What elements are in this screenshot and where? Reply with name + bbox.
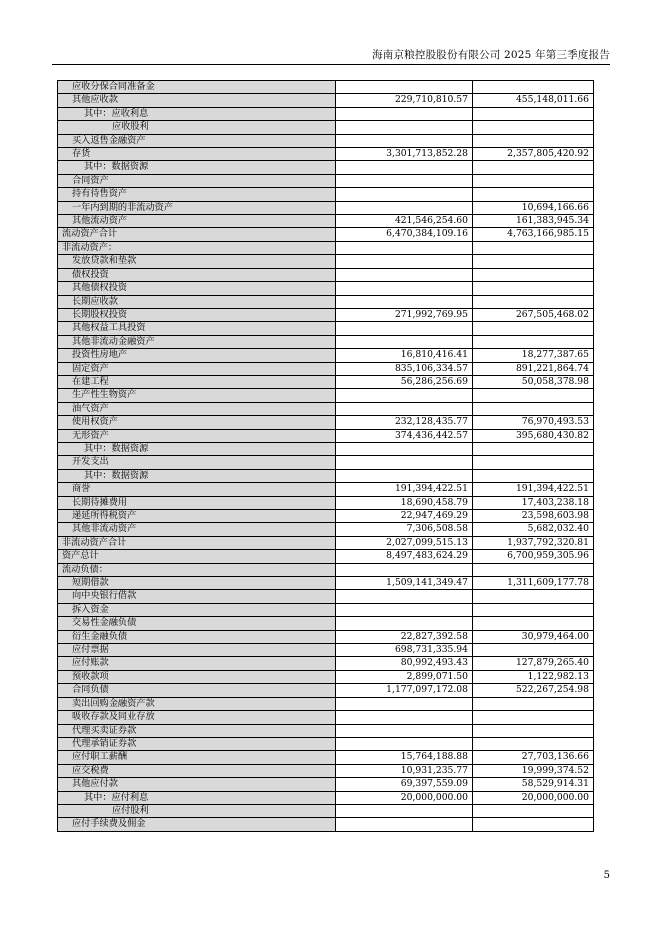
table-row [58,94,594,107]
table-row [58,536,594,549]
row-label: 非流动资产： [58,241,336,254]
table-row [58,469,594,482]
table-row [58,764,594,777]
row-label: 其他流动资产 [58,215,336,228]
row-label: 其中：数据资源 [58,442,336,455]
table-row [58,711,594,724]
prior-period-value: 191,394,422.51 [473,483,594,496]
row-label: 固定资产 [58,362,336,375]
current-period-value: 56,286,256.69 [336,375,473,388]
current-period-value: 80,992,493.43 [336,657,473,670]
table-row [58,510,594,523]
table-row [58,255,594,268]
table-row [58,630,594,643]
row-label: 持有待售资产 [58,188,336,201]
table-row [58,550,594,563]
current-period-value [336,188,473,201]
row-label: 油气资产 [58,402,336,415]
table-row [58,241,594,254]
prior-period-value [473,81,594,94]
current-period-value [336,121,473,134]
table-row [58,617,594,630]
prior-period-value: 1,311,609,177.78 [473,577,594,590]
row-label: 代理买卖证券款 [58,724,336,737]
row-label: 衍生金融负债 [58,630,336,643]
row-label: 应收股利 [58,121,336,134]
current-period-value [336,469,473,482]
page-number: 5 [603,870,610,881]
prior-period-value [473,563,594,576]
current-period-value: 421,546,254.60 [336,215,473,228]
current-period-value [336,617,473,630]
current-period-value [336,818,473,831]
prior-period-value [473,107,594,120]
table-row [58,201,594,214]
row-label: 其中：数据资源 [58,161,336,174]
prior-period-value [473,174,594,187]
row-label: 流动资产合计 [58,228,336,241]
prior-period-value: 6,700,959,305.96 [473,550,594,563]
table-row [58,818,594,831]
current-period-value: 69,397,559.09 [336,778,473,791]
row-label: 投资性房地产 [58,349,336,362]
table-row [58,188,594,201]
current-period-value [336,322,473,335]
prior-period-value [473,335,594,348]
prior-period-value: 10,694,166.66 [473,201,594,214]
table-row [58,804,594,817]
row-label: 生产性生物资产 [58,389,336,402]
table-row [58,81,594,94]
table-row [58,697,594,710]
row-label: 在建工程 [58,375,336,388]
current-period-value [336,603,473,616]
current-period-value [336,134,473,147]
row-label: 应付票据 [58,644,336,657]
table-row [58,161,594,174]
table-row [58,308,594,321]
prior-period-value: 58,529,914.31 [473,778,594,791]
table-row [58,442,594,455]
prior-period-value: 17,403,238.18 [473,496,594,509]
prior-period-value: 4,763,166,985.15 [473,228,594,241]
table-row [58,134,594,147]
row-label: 无形资产 [58,429,336,442]
prior-period-value [473,617,594,630]
prior-period-value: 20,000,000.00 [473,791,594,804]
prior-period-value [473,389,594,402]
row-label: 其他应收款 [58,94,336,107]
current-period-value: 10,931,235.77 [336,764,473,777]
prior-period-value: 5,682,032.40 [473,523,594,536]
row-label: 短期借款 [58,577,336,590]
prior-period-value [473,644,594,657]
current-period-value: 191,394,422.51 [336,483,473,496]
row-label: 应付股利 [58,804,336,817]
row-label: 长期应收款 [58,295,336,308]
table-row [58,791,594,804]
table-row [58,215,594,228]
row-label: 其中：应收利息 [58,107,336,120]
current-period-value: 15,764,188.88 [336,751,473,764]
table-row [58,362,594,375]
current-period-value [336,804,473,817]
table-row [58,375,594,388]
row-label: 其他应付款 [58,778,336,791]
table-row [58,483,594,496]
current-period-value: 22,827,392.58 [336,630,473,643]
prior-period-value: 127,879,265.40 [473,657,594,670]
current-period-value [336,268,473,281]
current-period-value: 698,731,335.94 [336,644,473,657]
current-period-value [336,590,473,603]
current-period-value: 2,027,099,515.13 [336,536,473,549]
table-row [58,684,594,697]
row-label: 一年内到期的非流动资产 [58,201,336,214]
prior-period-value: 161,383,945.34 [473,215,594,228]
row-label: 应付职工薪酬 [58,751,336,764]
current-period-value [336,724,473,737]
table-row [58,577,594,590]
table-row [58,349,594,362]
current-period-value: 1,509,141,349.47 [336,577,473,590]
table-row [58,335,594,348]
current-period-value [336,81,473,94]
current-period-value [336,107,473,120]
balance-sheet-table [57,80,594,832]
row-label: 非流动资产合计 [58,536,336,549]
prior-period-value [473,442,594,455]
current-period-value [336,456,473,469]
row-label: 其他非流动金融资产 [58,335,336,348]
header-divider [52,64,610,65]
prior-period-value: 76,970,493.53 [473,416,594,429]
row-label: 长期股权投资 [58,308,336,321]
table-row [58,670,594,683]
prior-period-value: 455,148,011.66 [473,94,594,107]
row-label: 其他债权投资 [58,282,336,295]
prior-period-value [473,121,594,134]
prior-period-value: 522,267,254.98 [473,684,594,697]
prior-period-value [473,134,594,147]
row-label: 交易性金融负债 [58,617,336,630]
row-label: 应付账款 [58,657,336,670]
table-row [58,402,594,415]
current-period-value: 2,899,071.50 [336,670,473,683]
table-row [58,121,594,134]
prior-period-value [473,322,594,335]
table-row [58,174,594,187]
current-period-value: 16,810,416.41 [336,349,473,362]
row-label: 其他非流动资产 [58,523,336,536]
prior-period-value [473,737,594,750]
row-label: 卖出回购金融资产款 [58,697,336,710]
row-label: 合同资产 [58,174,336,187]
current-period-value [336,174,473,187]
prior-period-value [473,818,594,831]
row-label: 商誉 [58,483,336,496]
prior-period-value: 891,221,864.74 [473,362,594,375]
prior-period-value: 267,505,468.02 [473,308,594,321]
prior-period-value: 1,937,792,320.81 [473,536,594,549]
prior-period-value: 50,058,378.98 [473,375,594,388]
current-period-value [336,711,473,724]
row-label: 存货 [58,148,336,161]
table-row [58,644,594,657]
table-row [58,282,594,295]
current-period-value: 22,947,469.29 [336,510,473,523]
row-label: 开发支出 [58,456,336,469]
table-row [58,389,594,402]
table-row [58,416,594,429]
prior-period-value: 23,598,603.98 [473,510,594,523]
row-label: 递延所得税资产 [58,510,336,523]
current-period-value: 229,710,810.57 [336,94,473,107]
row-label: 向中央银行借款 [58,590,336,603]
row-label: 资产总计 [58,550,336,563]
current-period-value [336,241,473,254]
current-period-value [336,335,473,348]
row-label: 预收款项 [58,670,336,683]
table-row [58,429,594,442]
prior-period-value [473,188,594,201]
current-period-value: 232,128,435.77 [336,416,473,429]
current-period-value [336,402,473,415]
prior-period-value [473,804,594,817]
table-row [58,496,594,509]
row-label: 买入返售金融资产 [58,134,336,147]
row-label: 使用权资产 [58,416,336,429]
table-row [58,737,594,750]
table-row [58,590,594,603]
prior-period-value: 30,979,464.00 [473,630,594,643]
prior-period-value: 19,999,374.52 [473,764,594,777]
prior-period-value [473,255,594,268]
row-label: 长期待摊费用 [58,496,336,509]
current-period-value: 3,301,713,852.28 [336,148,473,161]
prior-period-value [473,282,594,295]
table-row [58,456,594,469]
row-label: 吸收存款及同业存放 [58,711,336,724]
current-period-value: 7,306,508.58 [336,523,473,536]
current-period-value [336,737,473,750]
row-label: 流动负债： [58,563,336,576]
prior-period-value: 2,357,805,420.92 [473,148,594,161]
table-row [58,751,594,764]
prior-period-value [473,469,594,482]
prior-period-value [473,402,594,415]
table-row [58,724,594,737]
report-header-title: 海南京粮控股股份有限公司 2025 年第三季度报告 [372,49,610,61]
prior-period-value [473,295,594,308]
current-period-value [336,201,473,214]
current-period-value: 18,690,458.79 [336,496,473,509]
prior-period-value [473,724,594,737]
current-period-value [336,161,473,174]
table-row [58,778,594,791]
row-label: 合同负债 [58,684,336,697]
table-row [58,322,594,335]
table-row [58,295,594,308]
balance-sheet-body [58,81,594,832]
row-label: 债权投资 [58,268,336,281]
current-period-value [336,282,473,295]
row-label: 应收分保合同准备金 [58,81,336,94]
current-period-value [336,255,473,268]
row-label: 其他权益工具投资 [58,322,336,335]
current-period-value: 20,000,000.00 [336,791,473,804]
table-row [58,563,594,576]
table-row [58,268,594,281]
current-period-value: 8,497,483,624.29 [336,550,473,563]
row-label: 应交税费 [58,764,336,777]
current-period-value: 374,436,442.57 [336,429,473,442]
prior-period-value: 395,680,430.82 [473,429,594,442]
current-period-value [336,563,473,576]
prior-period-value: 1,122,982.13 [473,670,594,683]
prior-period-value: 18,277,387.65 [473,349,594,362]
prior-period-value [473,711,594,724]
current-period-value [336,697,473,710]
prior-period-value [473,241,594,254]
row-label: 拆入资金 [58,603,336,616]
row-label: 其中：数据资源 [58,469,336,482]
prior-period-value: 27,703,136.66 [473,751,594,764]
row-label: 其中：应付利息 [58,791,336,804]
prior-period-value [473,697,594,710]
current-period-value: 271,992,769.95 [336,308,473,321]
current-period-value: 6,470,384,109.16 [336,228,473,241]
current-period-value [336,295,473,308]
row-label: 代理承销证券款 [58,737,336,750]
row-label: 应付手续费及佣金 [58,818,336,831]
prior-period-value [473,268,594,281]
current-period-value: 1,177,097,172.08 [336,684,473,697]
table-row [58,228,594,241]
prior-period-value [473,603,594,616]
table-row [58,523,594,536]
table-row [58,148,594,161]
table-row [58,107,594,120]
current-period-value [336,389,473,402]
table-row [58,657,594,670]
row-label: 发放贷款和垫款 [58,255,336,268]
prior-period-value [473,161,594,174]
prior-period-value [473,456,594,469]
table-row [58,603,594,616]
prior-period-value [473,590,594,603]
current-period-value [336,442,473,455]
current-period-value: 835,106,334.57 [336,362,473,375]
